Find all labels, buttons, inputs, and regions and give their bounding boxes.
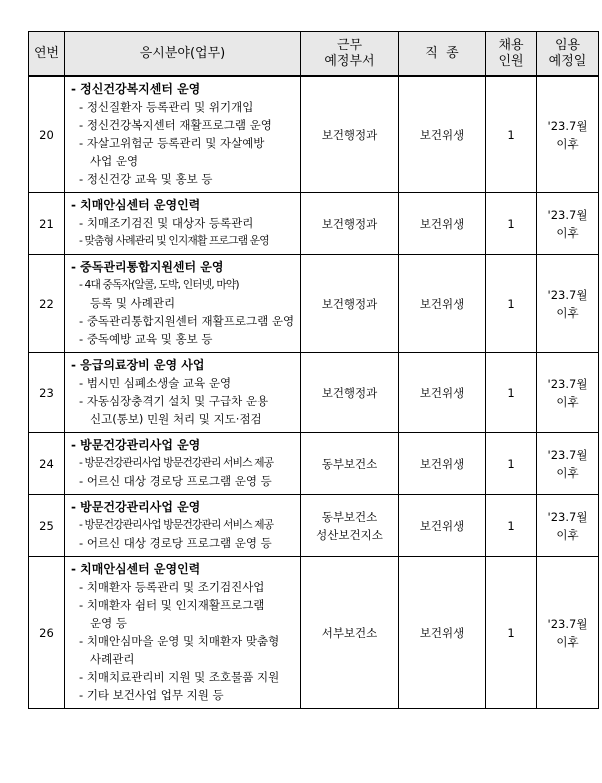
count-cell: 1 <box>486 193 537 255</box>
area-title: - 치매안심센터 운영인력 <box>71 560 296 578</box>
header-count-line-2: 인원 <box>498 53 524 69</box>
table-row <box>29 76 599 193</box>
area-item-line: - 자살고위험군 등록관리 및 자살예방 <box>79 134 296 152</box>
area-cell <box>65 353 301 433</box>
area-item-line: - 4대 중독자(알콜, 도박, 인터넷, 마약) <box>79 276 296 294</box>
date-line: '23.7월 <box>547 616 588 631</box>
row-number: 20 <box>29 76 65 193</box>
table-row <box>29 557 599 709</box>
date-cell <box>537 193 599 255</box>
area-item-line: - 중독예방 교육 및 홍보 등 <box>79 330 296 348</box>
dept-line: 동부보건소 <box>321 509 378 524</box>
header-count-line-1: 채용 <box>498 37 524 53</box>
area-item-line: - 치매치료관리비 지원 및 조호물품 지원 <box>79 668 296 686</box>
row-number: 23 <box>29 353 65 433</box>
area-items <box>71 214 296 250</box>
date-cell <box>537 353 599 433</box>
header-no: 연번 <box>29 32 65 77</box>
dept-cell <box>301 433 399 495</box>
header-date-line-2: 예정일 <box>548 53 587 69</box>
date-line: '23.7월 <box>547 509 588 524</box>
area-cell <box>65 255 301 353</box>
area-items <box>71 516 296 552</box>
area-cell <box>65 495 301 557</box>
dept-cell <box>301 557 399 709</box>
job-cell: 보건위생 <box>399 76 486 193</box>
header-date <box>537 32 599 77</box>
area-item-line: - 치매조기검진 및 대상자 등록관리 <box>79 214 296 232</box>
count-cell: 1 <box>486 76 537 193</box>
date-line: '23.7월 <box>547 118 588 133</box>
header-job: 직 종 <box>399 32 486 77</box>
dept-cell <box>301 353 399 433</box>
date-line: 이후 <box>556 465 579 480</box>
dept-line: 성산보건지소 <box>316 527 383 542</box>
dept-line: 동부보건소 <box>321 456 378 471</box>
area-item-line: - 치매안심마을 운영 및 치매환자 맞춤형 <box>79 632 296 650</box>
area-item-line: - 범시민 심폐소생술 교육 운영 <box>79 374 296 392</box>
table-row <box>29 433 599 495</box>
count-cell: 1 <box>486 557 537 709</box>
date-line: '23.7월 <box>547 447 588 462</box>
job-cell: 보건위생 <box>399 353 486 433</box>
job-cell: 보건위생 <box>399 193 486 255</box>
job-cell: 보건위생 <box>399 557 486 709</box>
area-item-line: - 어르신 대상 경로당 프로그램 운영 등 <box>79 534 296 552</box>
area-item-line: - 기타 보건사업 업무 지원 등 <box>79 686 296 704</box>
count-cell: 1 <box>486 353 537 433</box>
area-item-line: - 치매환자 쉼터 및 인지재활프로그램 <box>79 596 296 614</box>
area-items <box>71 276 296 348</box>
table-row <box>29 193 599 255</box>
area-title: - 중독관리통합지원센터 운영 <box>71 258 296 276</box>
area-item-line: 신고(통보) 민원 처리 및 지도·점검 <box>90 412 262 426</box>
area-title: - 방문건강관리사업 운영 <box>71 436 296 454</box>
area-item-line: - 정신질환자 등록관리 및 위기개입 <box>79 98 296 116</box>
header-area: 응시분야(업무) <box>65 32 301 77</box>
row-number: 22 <box>29 255 65 353</box>
area-cell <box>65 76 301 193</box>
area-items <box>71 454 296 490</box>
table-row <box>29 495 599 557</box>
area-cell <box>65 193 301 255</box>
date-cell <box>537 433 599 495</box>
area-cell <box>65 557 301 709</box>
area-item-line: - 정신건강 교육 및 홍보 등 <box>79 170 296 188</box>
date-cell <box>537 255 599 353</box>
area-item-line: 사업 운영 <box>90 154 139 168</box>
dept-cell <box>301 495 399 557</box>
area-item-line: 운영 등 <box>90 616 127 630</box>
row-number: 21 <box>29 193 65 255</box>
area-item-line: 등록 및 사례관리 <box>90 296 176 310</box>
date-line: 이후 <box>556 527 579 542</box>
count-cell: 1 <box>486 495 537 557</box>
date-cell <box>537 495 599 557</box>
area-item-line: - 어르신 대상 경로당 프로그램 운영 등 <box>79 472 296 490</box>
table-header-row <box>29 32 599 77</box>
header-dept-line-2: 예정부서 <box>324 53 375 69</box>
dept-line: 보건행정과 <box>321 127 378 142</box>
date-line: '23.7월 <box>547 287 588 302</box>
date-line: 이후 <box>556 394 579 409</box>
area-items <box>71 374 296 428</box>
area-items <box>71 578 296 704</box>
date-line: '23.7월 <box>547 207 588 222</box>
dept-line: 보건행정과 <box>321 216 378 231</box>
job-cell: 보건위생 <box>399 433 486 495</box>
date-cell <box>537 76 599 193</box>
job-cell: 보건위생 <box>399 255 486 353</box>
dept-cell <box>301 76 399 193</box>
dept-cell <box>301 255 399 353</box>
area-title: - 응급의료장비 운영 사업 <box>71 356 296 374</box>
date-line: 이후 <box>556 305 579 320</box>
dept-line: 보건행정과 <box>321 296 378 311</box>
date-line: '23.7월 <box>547 376 588 391</box>
count-cell: 1 <box>486 433 537 495</box>
area-title: - 치매안심센터 운영인력 <box>71 196 296 214</box>
area-item-line: - 자동심장충격기 설치 및 구급차 운용 <box>79 392 296 410</box>
header-dept-line-1: 근무 <box>336 37 363 53</box>
dept-cell <box>301 193 399 255</box>
area-item-line: - 치매환자 등록관리 및 조기검진사업 <box>79 578 296 596</box>
job-cell: 보건위생 <box>399 495 486 557</box>
recruitment-table <box>28 31 599 709</box>
date-line: 이후 <box>556 225 579 240</box>
dept-line: 서부보건소 <box>321 625 378 640</box>
area-item-line: 사례관리 <box>90 652 135 666</box>
area-item-line: - 방문건강관리사업 방문건강관리 서비스 제공 <box>79 516 296 534</box>
area-title: - 방문건강관리사업 운영 <box>71 498 296 516</box>
area-item-line: - 맞춤형 사례관리 및 인지재활 프로그램 운영 <box>79 232 296 250</box>
header-dept <box>301 32 399 77</box>
table-row <box>29 353 599 433</box>
date-cell <box>537 557 599 709</box>
area-cell <box>65 433 301 495</box>
row-number: 26 <box>29 557 65 709</box>
area-item-line: - 정신건강복지센터 재활프로그램 운영 <box>79 116 296 134</box>
area-items <box>71 98 296 188</box>
area-item-line: - 방문건강관리사업 방문건강관리 서비스 제공 <box>79 454 296 472</box>
row-number: 25 <box>29 495 65 557</box>
dept-line: 보건행정과 <box>321 385 378 400</box>
area-title: - 정신건강복지센터 운영 <box>71 80 296 98</box>
date-line: 이후 <box>556 634 579 649</box>
table-row <box>29 255 599 353</box>
table-body <box>29 76 599 709</box>
header-date-line-1: 임용 <box>554 37 581 53</box>
row-number: 24 <box>29 433 65 495</box>
recruitment-table-container <box>28 31 588 709</box>
date-line: 이후 <box>556 136 579 151</box>
header-count <box>486 32 537 77</box>
area-item-line: - 중독관리통합지원센터 재활프로그램 운영 <box>79 312 296 330</box>
count-cell: 1 <box>486 255 537 353</box>
